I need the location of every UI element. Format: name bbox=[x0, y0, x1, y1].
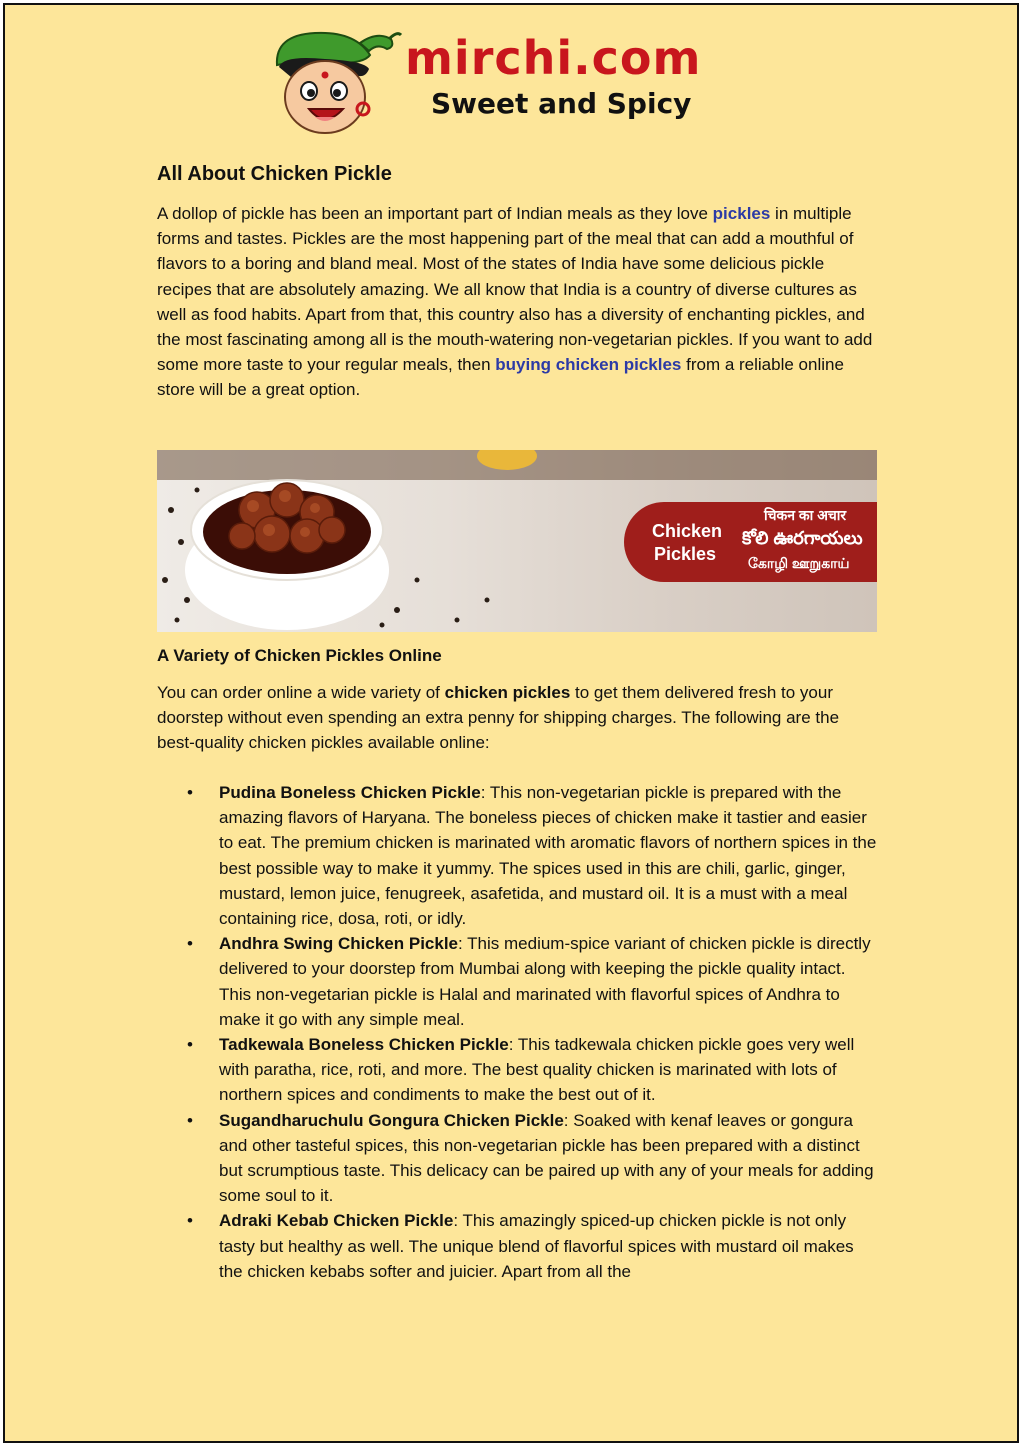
pickle-name: Tadkewala Boneless Chicken Pickle bbox=[219, 1035, 509, 1055]
intro-paragraph bbox=[157, 201, 879, 403]
buying-chicken-pickles-link[interactable]: buying chicken pickles bbox=[495, 355, 682, 375]
brand-tagline: Sweet and Spicy bbox=[431, 87, 692, 120]
chicken-pickles-bold: chicken pickles bbox=[444, 683, 571, 702]
banner-label-tamil: கோழி ஊறுகாய் bbox=[748, 555, 850, 571]
pickle-description: : This medium-spice variant of chicken pickle is directly delivered to your doorstep from Mumbai along with keeping the pickle quality intact. This non-vegetarian pickle is Halal and marinated with flavorful spices of Andhra to make it go with any simple meal. bbox=[219, 934, 871, 1029]
list-item bbox=[219, 931, 879, 1032]
variety-text-1: You can order online a wide variety of bbox=[157, 683, 445, 702]
list-item bbox=[219, 1108, 879, 1209]
pickle-list bbox=[157, 780, 879, 1284]
intro-text-1: A dollop of pickle has been an important part of Indian meals as they love bbox=[157, 204, 713, 223]
banner-label-pill bbox=[624, 502, 877, 582]
document-page bbox=[3, 3, 1019, 1443]
pickle-name: Pudina Boneless Chicken Pickle bbox=[219, 783, 481, 802]
pickle-name: Andhra Swing Chicken Pickle bbox=[219, 934, 459, 954]
banner-label-hindi: चिकन का अचार bbox=[764, 507, 847, 523]
pickles-link[interactable]: pickles bbox=[712, 204, 771, 223]
intro-block bbox=[157, 201, 879, 403]
list-item bbox=[219, 1032, 879, 1108]
list-item bbox=[219, 1208, 879, 1284]
variety-block bbox=[157, 680, 879, 756]
mascot-girl-icon bbox=[265, 25, 405, 137]
pickle-description: : Soaked with kenaf leaves or gongura and other tasteful spices, this non-vegetarian pickle has been prepared with a distinct but scrumptious taste. This delicacy can be paired up with any of your meals for adding some soul to it. bbox=[219, 1110, 874, 1206]
pickle-name: Sugandharuchulu Gongura Chicken Pickle bbox=[219, 1110, 564, 1130]
banner-label-english: Chicken Pickles bbox=[652, 521, 723, 564]
pickle-name: Adraki Kebab Chicken Pickle bbox=[219, 1211, 454, 1231]
list-item bbox=[219, 780, 879, 931]
section-heading: A Variety of Chicken Pickles Online bbox=[157, 646, 442, 665]
article-title: All About Chicken Pickle bbox=[157, 163, 392, 185]
brand-name: mirchi.com bbox=[405, 31, 702, 85]
intro-text-3: from a reliable online store will be a great option. bbox=[157, 355, 844, 400]
variety-paragraph bbox=[157, 680, 879, 756]
site-logo[interactable] bbox=[265, 25, 705, 140]
pickle-description: : This tadkewala chicken pickle goes very well with paratha, rice, roti, and more. The best quality chicken is marinated with lots of northern spices and condiments to make the best out of it. bbox=[219, 1035, 855, 1105]
pickle-description: : This amazingly spiced-up chicken pickle is not only tasty but healthy as well. The unique blend of flavorful spices with mustard oil makes the chicken kebabs softer and juicier. Apart from all the bbox=[219, 1211, 854, 1281]
banner-label-telugu: కోలి ఊరగాయలు bbox=[742, 528, 863, 548]
intro-text-2: in multiple forms and tastes. Pickles are the most happening part of the meal that can add a mouthful of flavors to a boring and bland meal. Most of the states of India have some delicious pickle recipes that are absolutely amazing. We all know that India is a country of diverse cultures as well as food habits. Apart from that, this country also has a diversity of enchanting pickles, and the most fascinating among all is the mouth-watering non-vegetarian pickles. If you want to add some more taste to your regular meals, then bbox=[157, 204, 873, 375]
variety-text-2: to get them delivered fresh to your doorstep without even spending an extra penny for shipping charges. The following are the best-quality chicken pickles available online: bbox=[157, 683, 840, 753]
chicken-pickle-banner bbox=[157, 450, 877, 632]
pickle-description: : This non-vegetarian pickle is prepared with the amazing flavors of Haryana. The boneless pieces of chicken make it tastier and easier to eat. The premium chicken is marinated with aromatic flavors of northern spices in the best possible way to make it yummy. The spices used in this are chili, garlic, ginger, mustard, lemon juice, fenugreek, asafetida, and mustard oil. It is a must with a meal containing rice, dosa, roti, or idly. bbox=[219, 783, 877, 929]
